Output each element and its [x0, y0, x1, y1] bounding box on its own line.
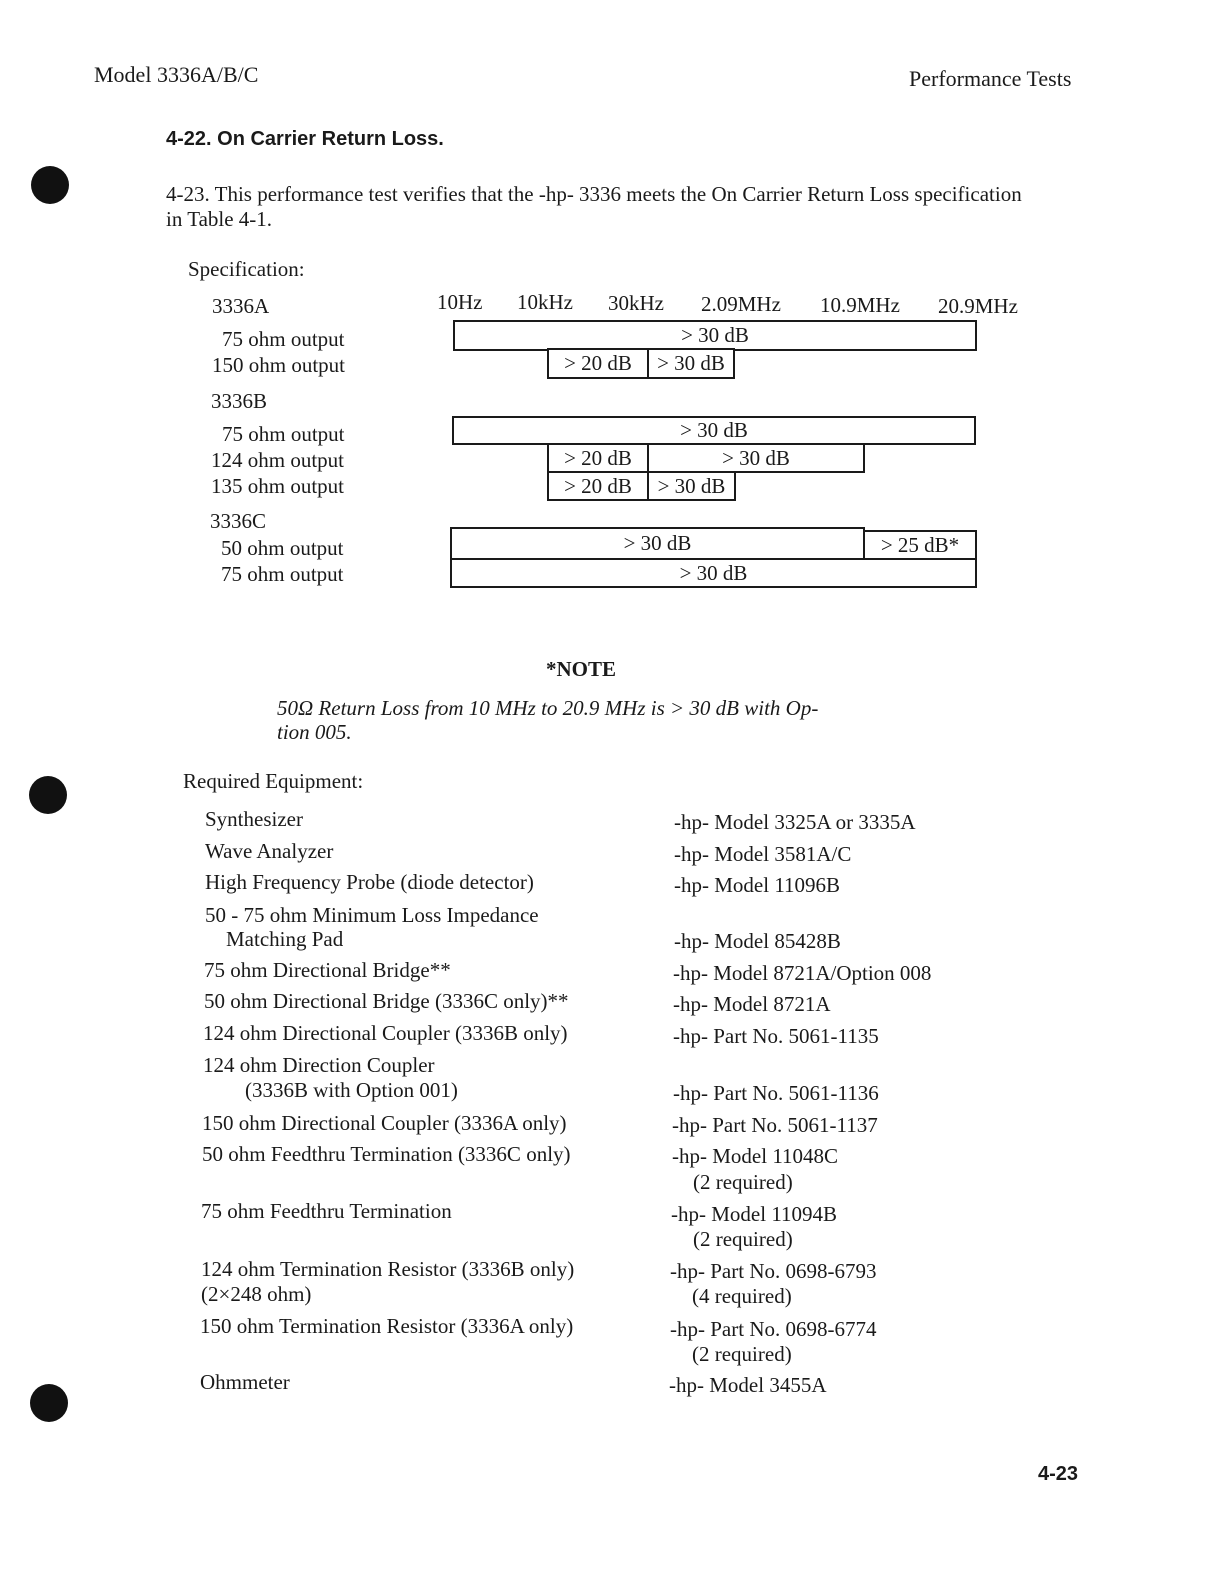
equipment-name: 50 ohm Directional Bridge (3336C only)**: [204, 989, 569, 1013]
header-model: Model 3336A/B/C: [94, 62, 259, 87]
freq-label: 10Hz: [437, 290, 483, 314]
equipment-name: Wave Analyzer: [205, 839, 334, 863]
row-3336c-50: 50 ohm output: [221, 536, 344, 560]
equipment-name: 124 ohm Direction Coupler: [203, 1053, 435, 1077]
binder-hole: [31, 166, 69, 204]
equipment-part: -hp- Part No. 5061-1136: [673, 1081, 879, 1105]
page-number: 4-23: [1038, 1463, 1079, 1485]
equipment-name: 50 - 75 ohm Minimum Loss Impedance: [205, 903, 539, 927]
model-3336b: 3336B: [211, 389, 268, 413]
row-3336a-75: 75 ohm output: [222, 327, 345, 351]
equipment-name: 150 ohm Directional Coupler (3336A only): [202, 1111, 567, 1135]
freq-label: 10kHz: [517, 290, 573, 314]
note-title: *NOTE: [546, 657, 617, 681]
bar-3336b-124-high: > 30 dB: [647, 443, 865, 473]
bar-3336c-50-high: > 25 dB*: [863, 530, 977, 560]
bar-3336a-75: > 30 dB: [453, 320, 977, 351]
equipment-part: -hp- Model 8721A/Option 008: [673, 961, 932, 985]
bar-3336c-50-main: > 30 dB: [450, 527, 865, 560]
equipment-name: (2×248 ohm): [201, 1282, 312, 1306]
equipment-part: -hp- Part No. 0698-6793: [670, 1259, 877, 1283]
equipment-name: 75 ohm Directional Bridge**: [204, 958, 451, 982]
equipment-part: -hp- Part No. 5061-1135: [673, 1024, 879, 1048]
equipment-name: 75 ohm Feedthru Termination: [201, 1199, 452, 1223]
freq-label: 20.9MHz: [938, 294, 1018, 318]
bar-3336c-75: > 30 dB: [450, 558, 977, 588]
binder-hole: [29, 776, 67, 814]
model-3336c: 3336C: [210, 509, 267, 533]
bar-3336b-75: > 30 dB: [452, 416, 976, 445]
freq-label: 2.09MHz: [701, 292, 781, 316]
equipment-part: -hp- Model 3455A: [669, 1373, 827, 1397]
binder-hole: [30, 1384, 68, 1422]
section-paragraph: 4-23. This performance test verifies that the -hp- 3336 meets the On Carrier Return Loss specification in Table 4-1.: [166, 182, 1022, 231]
row-3336b-75: 75 ohm output: [222, 422, 345, 446]
equipment-name: 124 ohm Directional Coupler (3336B only): [203, 1021, 568, 1045]
row-3336b-135: 135 ohm output: [211, 474, 345, 498]
equipment-part: -hp- Part No. 0698-6774: [670, 1317, 877, 1341]
equipment-name: 150 ohm Termination Resistor (3336A only): [200, 1314, 574, 1338]
equipment-part: -hp- Model 3581A/C: [674, 842, 852, 866]
equipment-part: -hp- Part No. 5061-1137: [672, 1113, 878, 1137]
note-line-2: tion 005.: [277, 720, 352, 744]
equipment-part: -hp- Model 11048C: [672, 1144, 839, 1168]
row-3336c-75: 75 ohm output: [221, 562, 344, 586]
equipment-part: -hp- Model 8721A: [673, 992, 831, 1016]
section-title: 4-22. On Carrier Return Loss.: [166, 128, 444, 150]
freq-label: 10.9MHz: [820, 293, 900, 317]
freq-label: 30kHz: [608, 291, 664, 315]
equipment-part: -hp- Model 11094B: [671, 1202, 838, 1226]
equipment-part: -hp- Model 85428B: [674, 929, 841, 953]
spec-label: Specification:: [188, 257, 305, 281]
row-3336a-150: 150 ohm output: [212, 353, 346, 377]
equipment-name: 124 ohm Termination Resistor (3336B only): [201, 1257, 575, 1281]
equipment-part: (2 required): [693, 1227, 793, 1251]
bar-3336a-150-high: > 30 dB: [647, 348, 735, 379]
row-3336b-124: 124 ohm output: [211, 448, 345, 472]
equipment-name: High Frequency Probe (diode detector): [205, 870, 534, 894]
bar-3336a-150-low: > 20 dB: [547, 348, 649, 379]
bar-3336b-135-low: > 20 dB: [547, 471, 649, 501]
equipment-part: -hp- Model 3325A or 3335A: [674, 810, 916, 834]
equipment-part: (2 required): [693, 1170, 793, 1194]
note-line-1: 50Ω Return Loss from 10 MHz to 20.9 MHz is > 30 dB with Op-: [277, 696, 819, 720]
header-section: Performance Tests: [909, 66, 1072, 91]
equipment-part: (4 required): [692, 1284, 792, 1308]
equipment-part: -hp- Model 11096B: [674, 873, 841, 897]
equipment-name: Ohmmeter: [200, 1370, 290, 1394]
equipment-label: Required Equipment:: [183, 769, 364, 793]
model-3336a: 3336A: [212, 294, 270, 318]
equipment-name: Synthesizer: [205, 807, 303, 831]
bar-3336b-124-low: > 20 dB: [547, 443, 649, 473]
equipment-name: Matching Pad: [226, 927, 344, 951]
bar-3336b-135-high: > 30 dB: [647, 471, 736, 501]
equipment-name: (3336B with Option 001): [245, 1078, 458, 1102]
equipment-name: 50 ohm Feedthru Termination (3336C only): [202, 1142, 571, 1166]
equipment-part: (2 required): [692, 1342, 792, 1366]
